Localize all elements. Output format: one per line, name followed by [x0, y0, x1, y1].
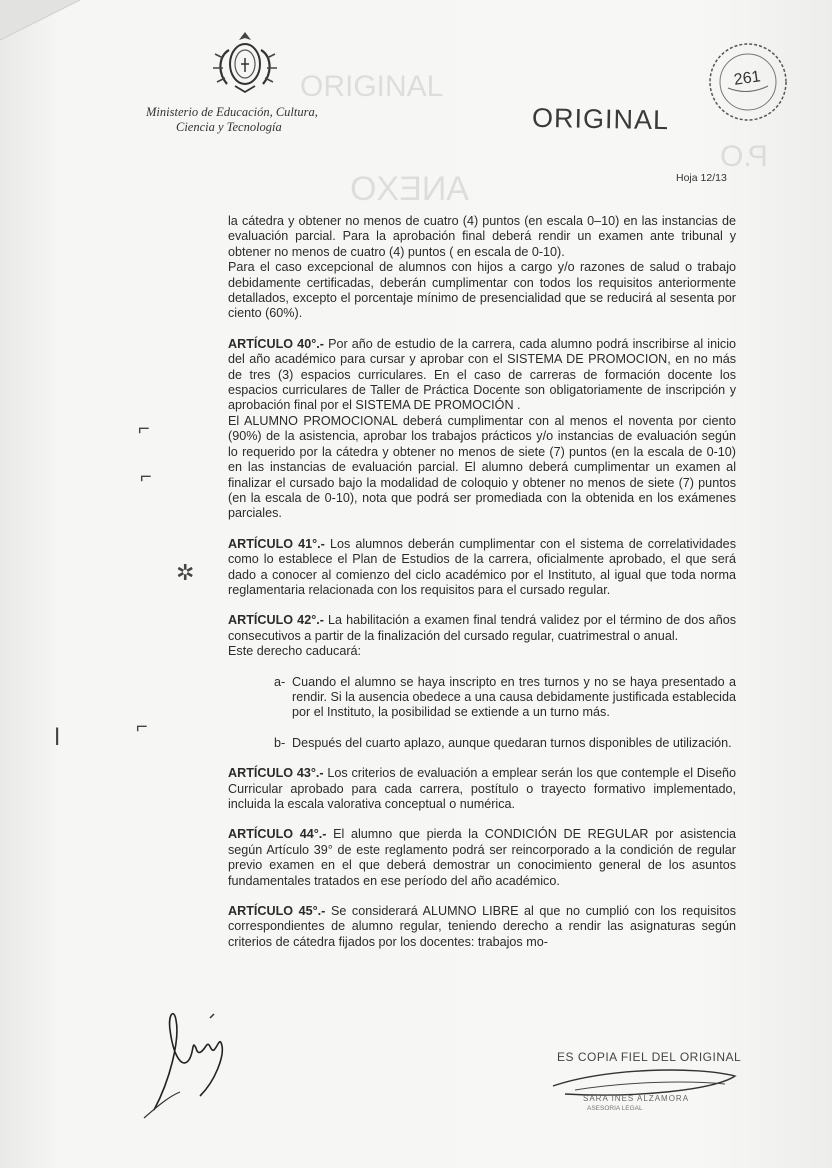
list-item-text: Cuando el alumno se haya inscripto en tres turnos y no se haya presentado a rendir. Si la ausencia obedece a una causa debidamente justificada establecida por el Instituto, la posibilidad se extiende a un turno más. — [292, 674, 736, 720]
article-42-title: ARTÍCULO 42°.- — [228, 613, 324, 628]
article-40-text-2: El ALUMNO PROMOCIONAL deberá cumplimentar con al menos el noventa por ciento (90%) de la asistencia, aprobar los trabajos prácticos y/o instancias de evaluación según lo requerido por la cátedra y obtener no menos de siete (7) puntos (en la escala de 0-10) en las instancias de evaluación parcial. El alumno deberá cumplimentar un examen al finalizar el cursado bajo la modalidad de coloquio y obtener no menos de siete (7) puntos (en la escala de 0-10), nota que podrá ser promediada con la obtenida en los exámenes parciales. — [228, 413, 736, 521]
list-item-text: Después del cuarto aplazo, aunque quedaran turnos disponibles de utilización. — [292, 735, 732, 750]
article-40-text: Por año de estudio de la carrera, cada alumno podrá inscribirse al inicio del año académico para cursar y aprobar con el SISTEMA DE PROMOCION, en no más de tres (3) espacios curriculares. En el caso de carreras de formación docente los espacios curriculares de Taller de Práctica Docente son obligatoriamente de inscripción y aprobación final por el SISTEMA DE PROMOCIÓN . — [228, 336, 736, 413]
article-41-title: ARTÍCULO 41°.- — [228, 536, 325, 551]
article-40 — [228, 337, 736, 414]
bleed-through-text: ORIGINAL — [300, 70, 444, 103]
certified-copy-stamp — [545, 1050, 745, 1140]
paragraph-exception: Para el caso excepcional de alumnos con hijos a cargo y/o razones de salud o trabajo debidamente certificadas, deberán cumplimentar con todos los requisitos anteriormente detallados, excepto el porcentaje mínimo de presencialidad que se reducirá al sesenta por ciento (60%). — [228, 260, 736, 321]
article-45 — [228, 904, 736, 950]
margin-asterisk-mark: ✲ — [176, 560, 195, 585]
article-43-text: Los criterios de evaluación a emplear serán los que contemple el Diseño Curricular aprobado para cada carrera, postítulo o trayecto formativo implementado, incluida la escala valorativa conceptual o numérica. — [228, 766, 737, 811]
article-42-text-2: Este derecho caducará: — [228, 644, 362, 659]
folded-corner — [0, 0, 120, 60]
article-44 — [228, 827, 736, 889]
ministry-line-2: Ciencia y Tecnología — [176, 120, 282, 134]
original-stamp: ORIGINAL — [531, 102, 670, 136]
article-41-text: Los alumnos deberán cumplimentar con el sistema de correlatividades como lo establece el Plan de Estudios de la carrera, oficialmente aprobado, el que será dado a conocer al comienzo del ciclo académico por el Instituto, al igual que toda norma reglamentaria relacionada con los requisitos para el cursado regular. — [228, 536, 736, 597]
article-44-title: ARTÍCULO 44°.- — [228, 827, 327, 842]
margin-bracket-mark: ⌐ — [136, 716, 148, 738]
handwritten-signature — [140, 1000, 250, 1120]
article-40-title: ARTÍCULO 40°.- — [228, 336, 324, 351]
margin-bracket-mark: ⌐ — [140, 466, 152, 488]
stamp-signature-flourish — [545, 1064, 745, 1098]
article-43-title: ARTÍCULO 43°.- — [228, 766, 324, 781]
article-45-title: ARTÍCULO 45°.- — [228, 904, 326, 919]
article-41 — [228, 537, 736, 599]
article-43 — [228, 766, 736, 812]
paragraph-intro: la cátedra y obtener no menos de cuatro (4) puntos (en escala 0–10) en las instancias de evaluación parcial. Para la aprobación final deberá rendir un examen ante tribunal y obtener no menos de cuatro (4) puntos ( en escala de 0-10). — [228, 214, 736, 259]
document-body — [228, 214, 736, 950]
circular-seal — [706, 40, 790, 124]
ministry-header — [146, 105, 366, 135]
article-42-text: La habilitación a examen final tendrá validez por el término de dos años consecutivos a partir de la finalización del cursado regular, cuatrimestral o anual. — [228, 613, 736, 643]
bleed-through-text: P.O — [720, 140, 768, 173]
article-42 — [228, 613, 736, 644]
copy-stamp-title: ES COPIA FIEL DEL ORIGINAL — [557, 1050, 742, 1064]
bleed-through-text: ANEXO — [350, 170, 470, 208]
list-item — [274, 675, 736, 721]
margin-tick-mark: ǀ — [54, 724, 61, 751]
page-number: Hoja 12/13 — [676, 172, 727, 184]
list-marker: b- — [274, 735, 286, 750]
article-45-text: Se considerará ALUMNO LIBRE al que no cumplió con los requisitos correspondientes de alumno regular, teniendo derecho a rendir las asignaturas según criterios de cátedra fijados por los docentes: trabajos mo- — [228, 904, 736, 949]
list-item — [274, 736, 736, 751]
article-44-text: El alumno que pierda la CONDICIÓN DE REGULAR por asistencia según Artículo 39° de este reglamento podrá ser reincorporado a la condición de regular previo examen en el que deberá demostrar un conocimiento general de los asuntos fundamentales tratados en ese período del año académico. — [228, 827, 737, 888]
margin-bracket-mark: ⌐ — [138, 418, 150, 440]
seal-number: 261 — [732, 68, 762, 89]
list-marker: a- — [274, 674, 286, 689]
coat-of-arms-icon — [205, 28, 285, 94]
copy-stamp-name: SARA INES ALZAMORA — [583, 1094, 690, 1103]
ministry-line-1: Ministerio de Educación, Cultura, — [146, 105, 318, 119]
copy-stamp-role: ASESORIA LEGAL — [587, 1105, 643, 1112]
